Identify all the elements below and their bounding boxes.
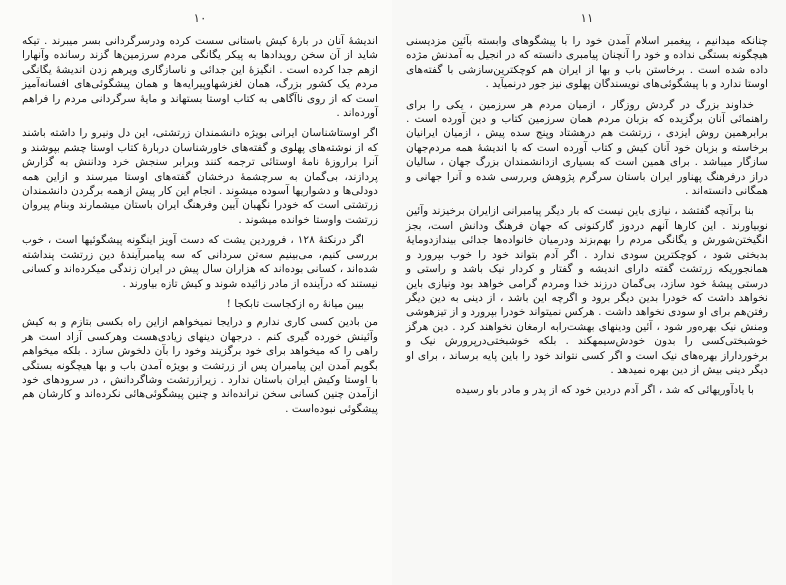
left-page-number: ١٠ [193, 11, 207, 25]
left-paragraph-5: من بادین کسی کاری ندارم و درایجا نمیخواهم ازاین راه بکسی بتازم و به کیش وآئینش خورده گیری کنم . درجهان دینهای زیادی‌هست وهرکسی آزاد است هر راهی را که میخواهد برای خود برگزیند وخود را بآن دلخوش سازد . بلکه میخواهم بگویم آمدن این پیامبران پس از زرتشت و بویژه آمدن باب و بها هیچگونه بستگی با اوستا وکیش ایران باستان ندارد . زیرازرتشت وشاگردانش ، در سرودهای خود ازآمدن چنین کسانی سخن نرانده‌اند و چنین پیشگوئی‌هائی نکرده‌اند و کارشان هم پیشگوئی نبوده‌است . [22, 316, 378, 415]
right-page [392, 0, 786, 585]
right-paragraph-2: خداوند بزرگ در گردش روزگار ، ازمیان مردم هر سرزمین ، یکی را برای راهنمائی آنان برگزیده که بزبان مردم همان سرزمین کتاب و دین آورده است . برابرهمین روش ایزدی ، زرتشت هم درهشتاد وپنج سده پیش ، ازمیان ایرانیان برخاسته و بزبان خود آنان کیش و کتاب آورده است که با اندیشهٔ همه مردم‌جهان سازگار میباشد . برای همین است که بسیاری ازدانشمندان بزرگ جهان ، سالیان دراز درفرهنگ پهناور ایران باستان سرگرم پژوهش وبررسی شده و آنرا جهانی و همگانی دانسته‌اند . [406, 98, 768, 198]
left-paragraph-2: اگر اوستاشناسان ایرانی بویژه دانشمندان زرتشتی، این دل ونیرو را داشته باشند که از نوشته‌های پهلوی و گفته‌های خاورشناسان دربارهٔ کتاب اوستا چشم بپوشند و آنرا براروزهٔ نامهٔ اوستائی ترجمه کنند وبرابر سنجش خرد وداننش به گزارش پردازند، بی‌گمان به سرچشمهٔ درخشان گفته‌های اوستا میرسند و ازاین همه دودلی‌ها و دشواریها آسوده میشوند . انجام این کار پیش ازهمه برگردن دانشمندان زرتشتی است که خودرا نگهبان آیین وفرهنگ ایران باستان میشمارند وبنام پیروان زرتشت واوستا خوانده میشوند . [22, 127, 378, 226]
right-page-text [406, 34, 768, 398]
right-paragraph-3: بنا برآنچه گفتشد ، نیازی باین نیست که بار دیگر پیامبرانی ازایران برخیزند وآئین نوبیاورند . این کارها آنهم دردوز گارکنونی که جهان فرهنگ ودانش است، بجز انگیختن‌شورش و یگانگی مردم را بهم‌بزند ودرمیان خانواده‌ها جدائی بیندازدومایهٔ بدبختی شود ، کوچکترین سودی ندارد . اگر آدم بتواند خود را خوب بپرورد و همانجوریکه زرتشت گفته دارای اندیشه و گفتار و کردار نیک باشد و راستی و درستی پیشهٔ خود سازد، بی‌گمان درزند خدا ومردم گرامی خواهد بود ونیازی باین نخواهد داشت که خودرا بدین دیگر برود و اگرچه این باشد ، از دینی به دین دیگر رفتن‌هم برای او سودی نخواهد داشت . هرکس نمیتواند خودرا بپرورد و از تیزهوشی ومنش نیک بهره‌ور شود ، آئین ودینهای بهشت‌رابه ارمغان نخواهند کرد . دین هرگز خوشبختی‌کسی را بدون خودش‌سیمهکند . بلکه خوشبختی‌درپرورش نیک و برخورداراز بهره‌های نیک است و اگر کسی نتواند خود را باین پایه برساند ، برای او دیگر دینی بیش از دین بهره نمیدهد . [406, 205, 768, 376]
left-paragraph-1: اندیشهٔ آنان در بارهٔ کیش باستانی سست کرده ودرسرگردانی بسر میبرند . تیکه شاید از آن سخن رویدادها به پیکر یگانگی مردم سرزمین‌ها گزند رسانده وآنهارا ازهم جدا کرده است . انگیزهٔ این جدائی و ناسازگاری ویرهم زدن اندیشهٔ یگانگی مردم یک کشور بزرگ، همان لغزشهاوپیرایه‌ها و همان پیشگوئی‌های افسانه‌آمیز است که از روی ناآگاهی به کتاب اوستا بستهاند و مایهٔ سرگردانی مردم را فراهم آورده‌اند . [22, 35, 378, 120]
left-page-text [22, 34, 378, 416]
right-page-number: ١١ [580, 11, 594, 25]
left-page [0, 0, 392, 585]
left-paragraph-3: اگر درنکتهٔ ۱۲۸ ، فروردین یشت که دست آویز اینگونه پیشگوئیها است ، خوب بررسی کنیم، می‌بینیم سه‌تن سردانی که سه پیامبرآیندهٔ دین زرتشت پنداشته شده‌اند ، کسانی بوده‌اند که هزاران سال پیش در ایران زندگی میکرده‌اند و کسانی نیستند که درآینده از مادر زائیده شوند و کیش تازه بیاورند . [22, 234, 378, 290]
right-paragraph-1: چنانکه میدانیم ، پیغمبر اسلام آمدن خود را با پیشگوهای وابسته بآئین مزدیسنی هیچگونه بستگی نداده و خود را آنچنان پیامبری دانسته که در انجیل به آمدنش مژده داده شده است . برخاستن باب و بها از ایران هم کوچکترین‌سازشی با گفته‌های اوستا ندارد و با پیشگوئی‌های نویسندگان پهلوی نیز جور درنمیآید . [406, 35, 768, 91]
right-paragraph-4: با یادآوریهائی که شد ، اگر آدم دردین خود که از پدر و مادر باو رسیده [455, 384, 754, 397]
left-heading-line: بیبن میانهٔ ره ازکجاست تابکجا ! [226, 297, 364, 310]
